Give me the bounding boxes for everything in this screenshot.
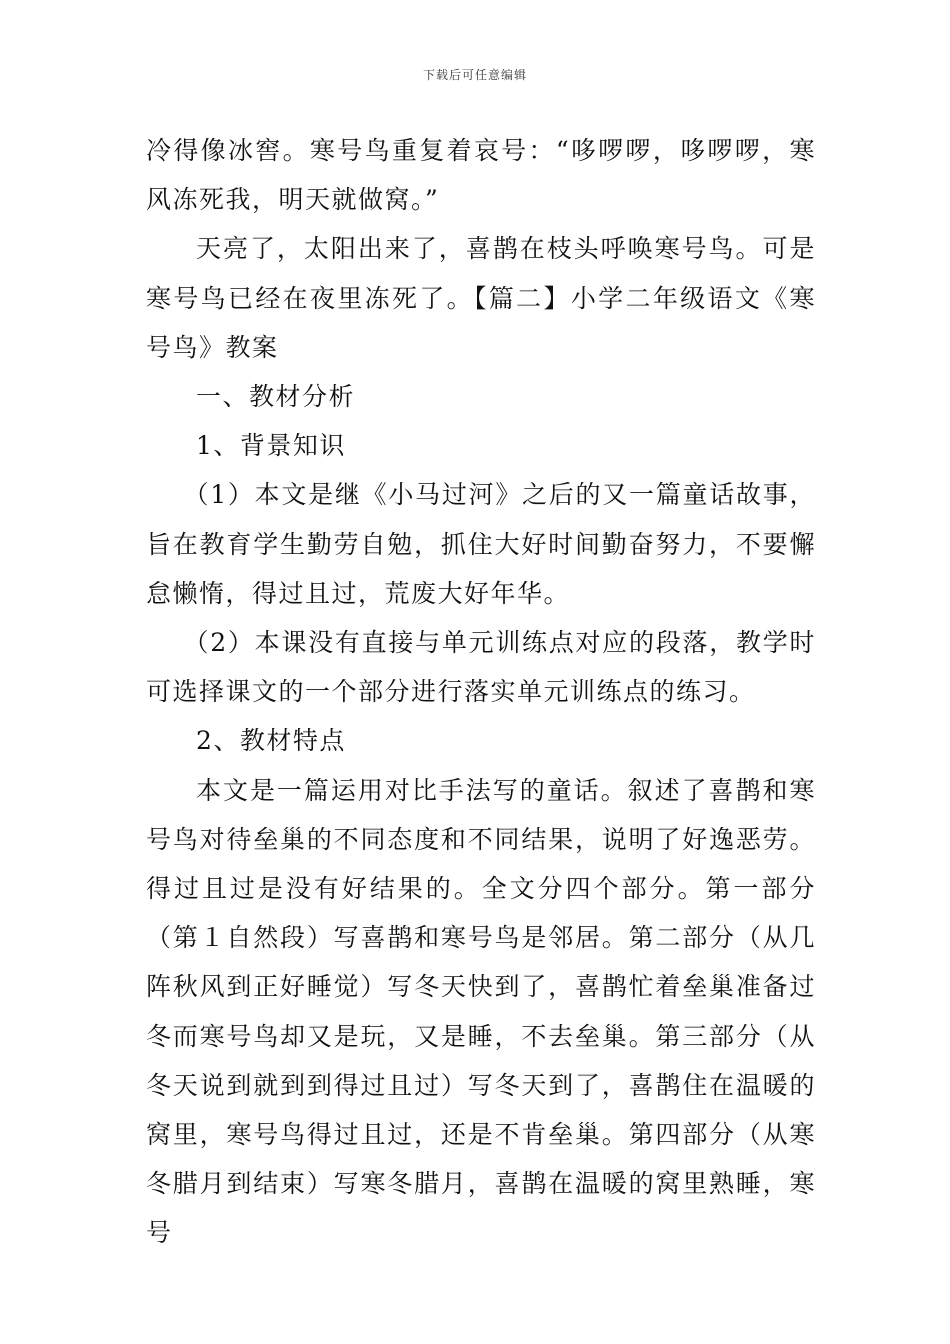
subsection-heading-features: 2、教材特点 <box>196 726 346 756</box>
document-body <box>146 126 816 1258</box>
paragraph-1: 冷得像冰窖。寒号鸟重复着哀号：“哆啰啰，哆啰啰，寒风冻死我，明天就做窝。” <box>146 136 816 215</box>
paragraph-background-2: （2）本课没有直接与单元训练点对应的段落，教学时可选择课文的一个部分进行落实单元训练点的练习。 <box>146 628 816 707</box>
paragraph-background-1: （1）本文是继《小马过河》之后的又一篇童话故事，旨在教育学生勤劳自勉，抓住大好时间勤奋努力，不要懈怠懒惰，得过且过，荒废大好年华。 <box>146 480 816 608</box>
paragraph-features: 本文是一篇运用对比手法写的童话。叙述了喜鹊和寒号鸟对待垒巢的不同态度和不同结果，说明了好逸恶劳。得过且过是没有好结果的。全文分四个部分。第一部分（第１自然段）写喜鹊和寒号鸟是邻居。第二部分（从几阵秋风到正好睡觉）写冬天快到了，喜鹊忙着垒巢准备过冬而寒号鸟却又是玩，又是睡，不去垒巢。第三部分（从冬天说到就到到得过且过）写冬天到了，喜鹊住在温暖的窝里，寒号鸟得过且过，还是不肯垒巢。第四部分（从寒冬腊月到结束）写寒冬腊月，喜鹊在温暖的窝里熟睡，寒号 <box>146 775 816 1248</box>
paragraph-2: 天亮了，太阳出来了，喜鹊在枝头呼唤寒号鸟。可是寒号鸟已经在夜里冻死了。【篇二】小学二年级语文《寒号鸟》教案 <box>146 234 816 362</box>
page-header: 下载后可任意编辑 <box>422 68 527 82</box>
subsection-heading-background: 1、背景知识 <box>196 431 346 461</box>
section-heading-textbook-analysis: 一、教材分析 <box>196 382 356 412</box>
